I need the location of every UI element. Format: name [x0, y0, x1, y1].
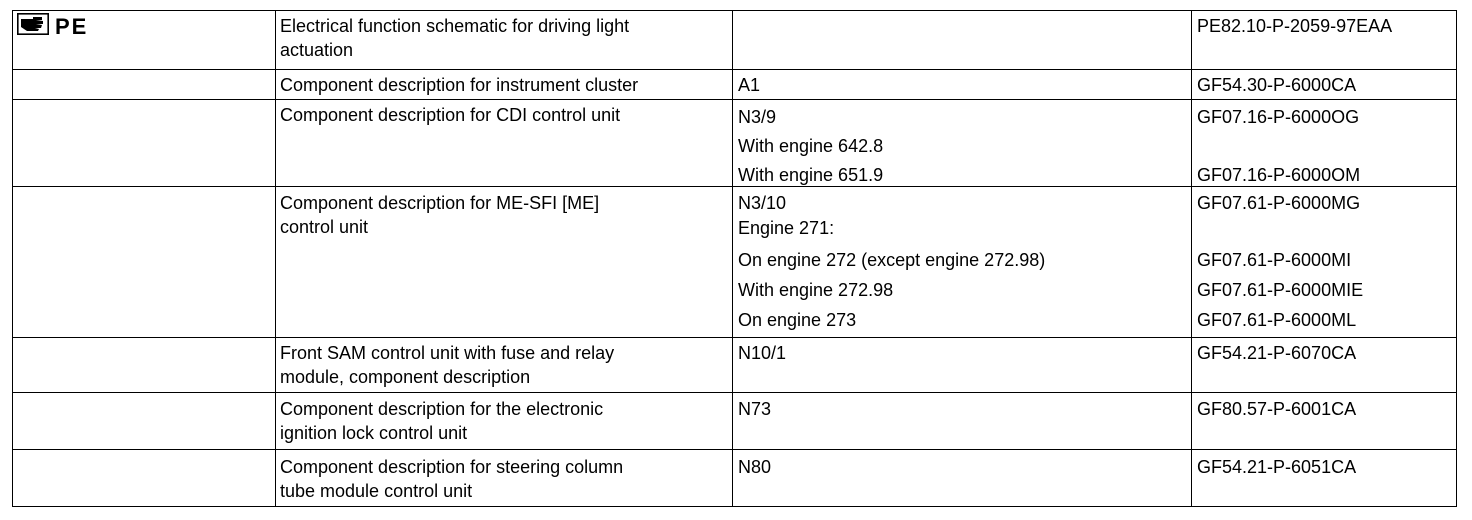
column-divider [1191, 11, 1192, 506]
document-ref: GF54.21-P-6051CA [1197, 457, 1357, 477]
description-line: Component description for ME-SFI [ME] [280, 193, 600, 213]
row-description [280, 397, 725, 445]
row-divider [13, 69, 1456, 70]
designation-line: On engine 273 [738, 310, 857, 330]
designation-line: N3/10 [738, 193, 787, 213]
row-document [1197, 14, 1452, 38]
description-line: actuation [280, 40, 354, 60]
row-divider [13, 449, 1456, 450]
description-line: module, component description [280, 367, 531, 387]
description-line: Component description for CDI control unit [280, 105, 621, 125]
document-ref: GF54.30-P-6000CA [1197, 75, 1357, 95]
designation-line: N73 [738, 399, 772, 419]
document-ref [1197, 132, 1452, 161]
row-designation [738, 73, 1188, 97]
designation-line: With engine 651.9 [738, 165, 884, 185]
row-document [1197, 455, 1452, 479]
document-ref: GF07.16-P-6000OM [1197, 165, 1361, 185]
document-ref: GF07.16-P-6000OG [1197, 107, 1360, 127]
row-designation [738, 103, 1188, 190]
row-divider [13, 99, 1456, 100]
document-ref: GF80.57-P-6001CA [1197, 399, 1357, 419]
row-designation [738, 341, 1188, 365]
section-header [17, 13, 272, 41]
document-ref: GF07.61-P-6000MIE [1197, 280, 1364, 300]
description-line: control unit [280, 217, 369, 237]
row-document [1197, 191, 1452, 332]
designation-line: N80 [738, 457, 772, 477]
row-description [280, 14, 725, 62]
document-ref: GF07.61-P-6000ML [1197, 310, 1357, 330]
description-line: ignition lock control unit [280, 423, 468, 443]
row-document [1197, 397, 1452, 421]
row-document [1197, 103, 1452, 190]
document-ref: GF07.61-P-6000MG [1197, 193, 1361, 213]
row-designation [738, 455, 1188, 479]
column-divider [732, 11, 733, 506]
row-description [280, 103, 725, 127]
document-ref: GF07.61-P-6000MI [1197, 250, 1352, 270]
row-description [280, 191, 725, 239]
document-table [12, 10, 1457, 507]
document-ref [1197, 216, 1452, 248]
designation-line: N10/1 [738, 343, 787, 363]
row-description [280, 455, 725, 503]
row-description [280, 73, 725, 97]
description-line: Component description for the electronic [280, 399, 604, 419]
row-document [1197, 73, 1452, 97]
column-divider [275, 11, 276, 506]
designation-line: With engine 272.98 [738, 280, 894, 300]
pointing-hand-icon [17, 13, 49, 41]
designation-line: Engine 271: [738, 218, 835, 238]
row-divider [13, 392, 1456, 393]
description-line: Component description for instrument cluster [280, 75, 639, 95]
designation-line: On engine 272 (except engine 272.98) [738, 250, 1046, 270]
designation-line: N3/9 [738, 107, 777, 127]
row-divider [13, 337, 1456, 338]
row-document [1197, 341, 1452, 365]
designation-line: A1 [738, 75, 761, 95]
row-designation [738, 191, 1188, 332]
section-label: PE [55, 14, 89, 39]
row-description [280, 341, 725, 389]
description-line: Component description for steering column [280, 457, 624, 477]
description-line: tube module control unit [280, 481, 473, 501]
row-designation [738, 397, 1188, 421]
description-line: Front SAM control unit with fuse and relay [280, 343, 615, 363]
document-ref: PE82.10-P-2059-97EAA [1197, 16, 1393, 36]
description-line: Electrical function schematic for driving light [280, 16, 630, 36]
document-ref: GF54.21-P-6070CA [1197, 343, 1357, 363]
designation-line: With engine 642.8 [738, 136, 884, 156]
